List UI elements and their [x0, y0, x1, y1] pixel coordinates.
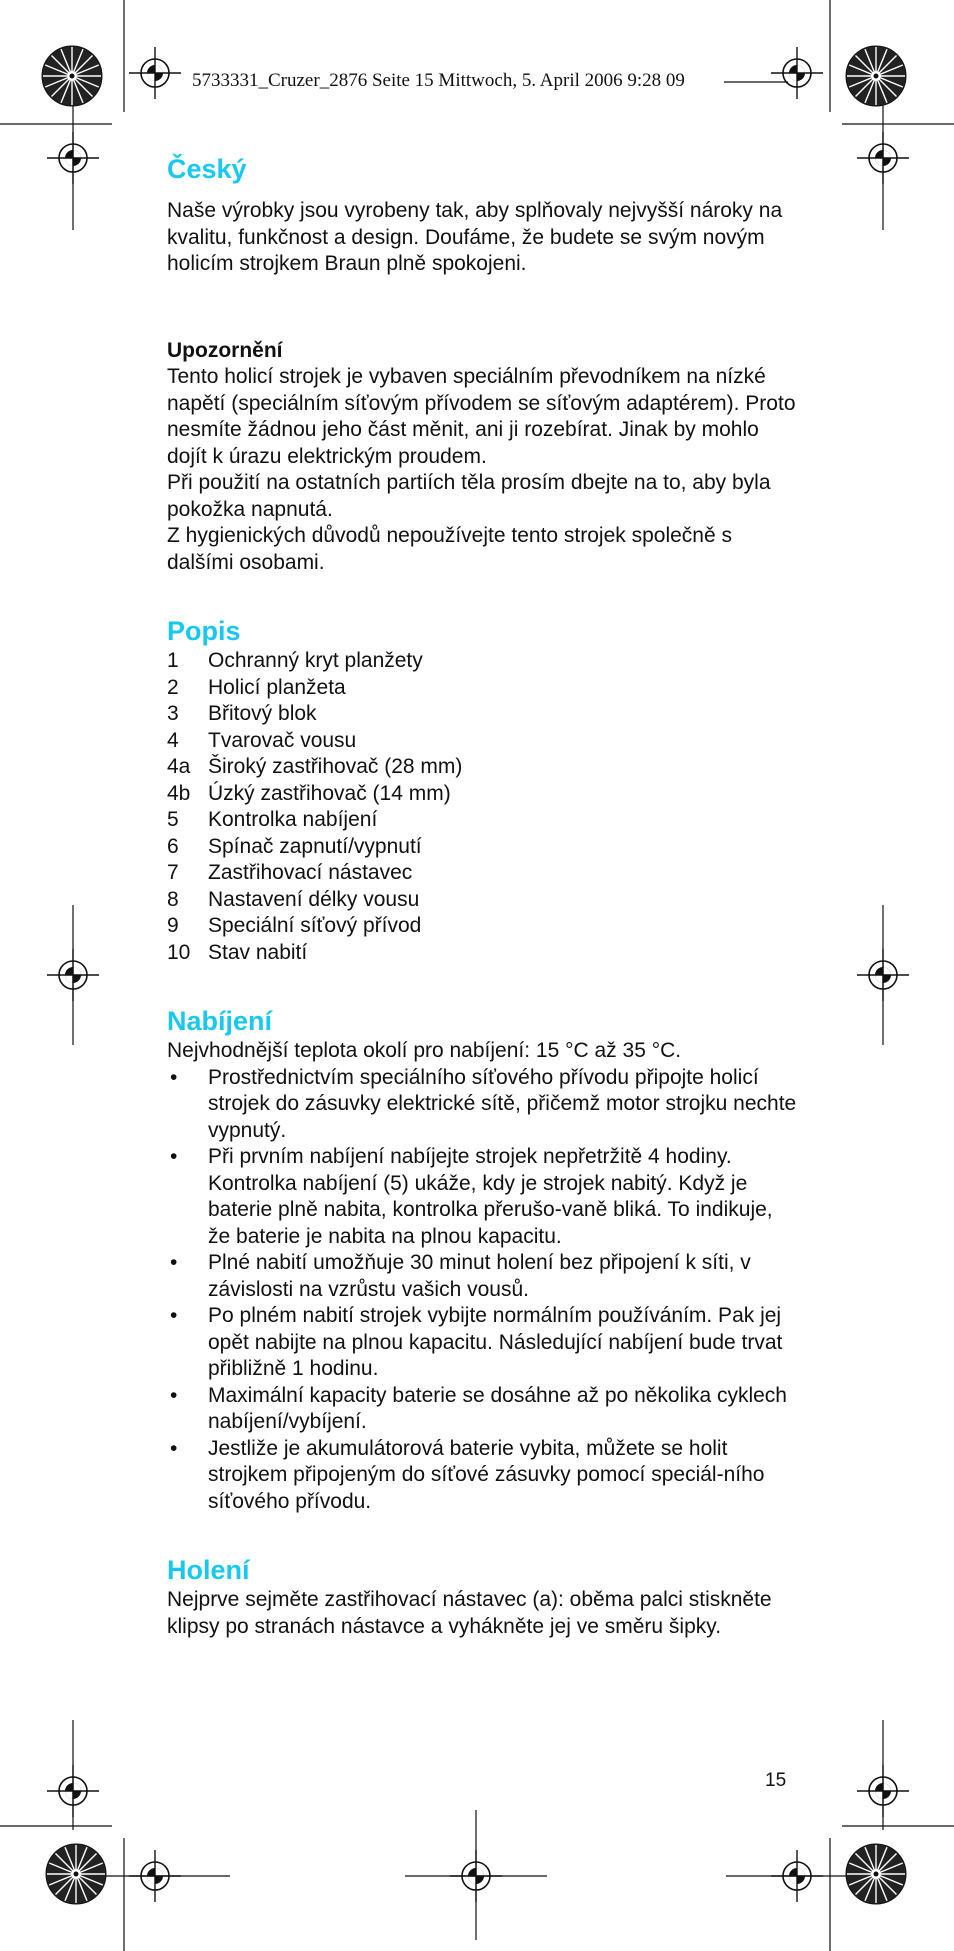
item-text: Ochranný kryt planžety [208, 649, 423, 672]
parts-list [167, 648, 797, 966]
bullet-text: Maximální kapacity baterie se dosáhne až po několika cyklech nabíjení/vybíjení. [208, 1383, 787, 1433]
item-text: Kontrolka nabíjení [208, 808, 378, 831]
bullet-icon: • [170, 1145, 178, 1168]
list-item [167, 940, 797, 967]
warning-title: Upozornění [167, 338, 283, 362]
list-item [167, 834, 797, 861]
page-number: 15 [765, 1770, 787, 1791]
item-text: Břitový blok [208, 702, 317, 725]
item-text: Holicí planžeta [208, 675, 346, 699]
print-header: 5733331_Cruzer_2876 Seite 15 Mittwoch, 5. April 2006 9:28 09 [192, 70, 685, 91]
item-number: 2 [167, 675, 179, 699]
section-title-popis: Popis [167, 616, 241, 646]
section-title-holeni: Holení [167, 1555, 250, 1585]
list-item [167, 1065, 797, 1145]
bullet-text: Plné nabití umožňuje 30 minut holení bez připojení k síti, v závislosti na vzrůstu vašich vousů. [208, 1251, 751, 1301]
list-item [167, 807, 797, 834]
document-body [167, 152, 797, 1640]
list-item [167, 1303, 797, 1383]
list-item [167, 1436, 797, 1516]
bullet-text: Jestliže je akumulátorová baterie vybita, můžete se holit strojkem připojeným do síťové zásuvky pomocí speciál-ního síťového přívodu. [208, 1436, 765, 1513]
section-intro [167, 152, 797, 278]
bullet-text: Prostřednictvím speciálního síťového přívodu připojte holicí strojek do zásuvky elektrické sítě, přičemž motor strojku nechte vypnutý. [208, 1065, 797, 1142]
warning-paragraph-1: Tento holicí strojek je vybaven speciálním převodníkem na nízké napětí (speciálním síťovým přívodem se síťovým adaptérem). Proto nesmíte žádnou jeho část měnit, ani ji rozebírat. Jinak by mohlo dojít k úrazu elektrickým proudem. [167, 365, 796, 468]
list-item [167, 1383, 797, 1436]
shaving-paragraph: Nejprve sejměte zastřihovací nástavec (a): oběma palci stiskněte klipsy po stranách nástavce a vyhákněte jej ve směru šipky. [167, 1588, 772, 1638]
item-number: 6 [167, 834, 179, 858]
bullet-icon: • [170, 1065, 178, 1089]
warning-paragraph-2: Při použití na ostatních partiích těla prosím dbejte na to, aby byla pokožka napnutá. [167, 471, 771, 521]
bullet-text: Po plném nabití strojek vybijte normálním používáním. Pak jej opět nabijte na plnou kapacitu. Následující nabíjení bude trvat přibližně 1 hodinu. [208, 1304, 783, 1380]
item-text: Speciální síťový přívod [208, 914, 422, 937]
item-text: Spínač zapnutí/vypnutí [208, 834, 422, 858]
list-item [167, 675, 797, 702]
charging-bullets [167, 1065, 797, 1516]
warning-paragraph-3: Z hygienických důvodů nepoužívejte tento strojek společně s dalšími osobami. [167, 524, 733, 574]
list-item [167, 781, 797, 808]
section-description [167, 614, 797, 966]
list-item [167, 701, 797, 728]
item-text: Zastřihovací nástavec [208, 861, 413, 884]
list-item [167, 1250, 797, 1303]
list-item [167, 648, 797, 675]
bullet-icon: • [170, 1251, 178, 1274]
item-number: 1 [167, 649, 179, 672]
section-charging [167, 1004, 797, 1515]
section-warning [167, 338, 797, 577]
item-text: Stav nabití [208, 940, 308, 964]
list-item [167, 913, 797, 940]
list-item [167, 754, 797, 781]
charging-intro: Nejvhodnější teplota okolí pro nabíjení: 15 °C až 35 °C. [167, 1039, 682, 1062]
item-number: 8 [167, 887, 179, 911]
bullet-icon: • [170, 1304, 178, 1327]
item-number: 9 [167, 914, 179, 937]
bullet-icon: • [170, 1383, 178, 1407]
item-number: 7 [167, 861, 179, 884]
item-number: 3 [167, 702, 179, 725]
item-number: 4a [167, 755, 191, 778]
list-item [167, 887, 797, 914]
item-number: 4 [167, 728, 179, 752]
intro-paragraph: Naše výrobky jsou vyrobeny tak, aby splňovaly nejvyšší nároky na kvalitu, funkčnost a design. Doufáme, že budete se svým novým holicím strojkem Braun plně spokojeni. [167, 199, 783, 275]
item-number: 10 [167, 940, 191, 964]
item-text: Úzký zastřihovač (14 mm) [208, 781, 451, 805]
section-title-cesky: Český [167, 154, 247, 184]
list-item [167, 1144, 797, 1250]
item-text: Široký zastřihovač (28 mm) [208, 755, 463, 778]
item-number: 5 [167, 808, 179, 831]
item-text: Nastavení délky vousu [208, 887, 420, 911]
list-item [167, 860, 797, 887]
section-title-nabijeni: Nabíjení [167, 1006, 273, 1036]
bullet-icon: • [170, 1436, 178, 1460]
section-shaving [167, 1553, 797, 1640]
list-item [167, 728, 797, 755]
bullet-text: Při prvním nabíjení nabíjejte strojek nepřetržitě 4 hodiny. Kontrolka nabíjení (5) ukáže, kdy je strojek nabitý. Když je baterie plně nabita, kontrolka přerušo-vaně bliká. To indikuje, že baterie je nabita na plnou kapacitu. [208, 1145, 773, 1248]
item-number: 4b [167, 781, 191, 805]
item-text: Tvarovač vousu [208, 728, 357, 752]
